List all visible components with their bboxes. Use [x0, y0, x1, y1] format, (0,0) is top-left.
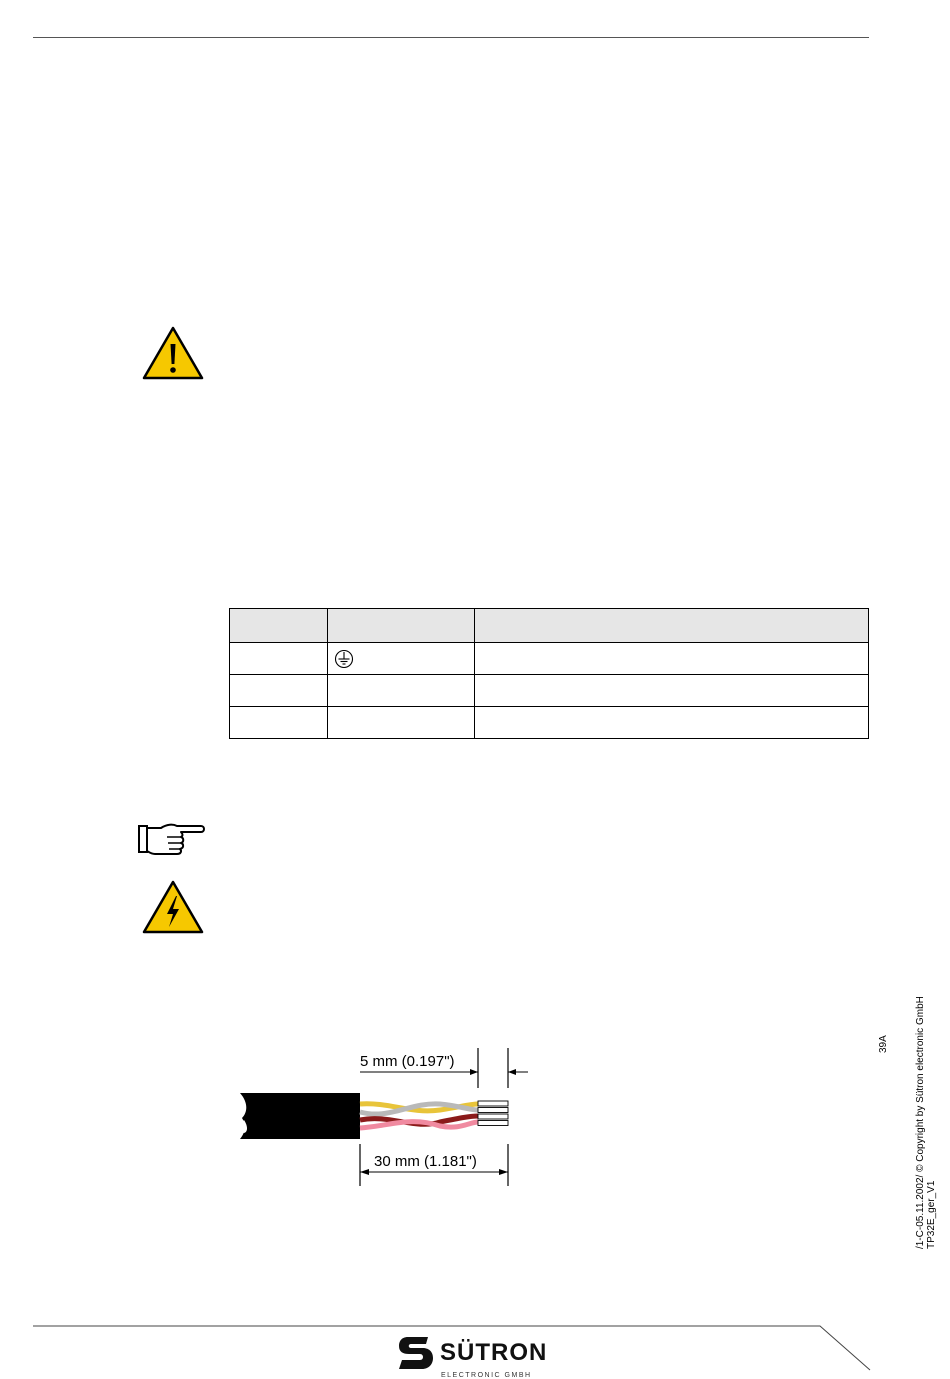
high-voltage-icon	[141, 879, 205, 935]
arrowhead	[499, 1169, 508, 1175]
table-cell	[328, 643, 475, 675]
table-header-row	[230, 609, 869, 643]
copyright-notice	[915, 996, 937, 1249]
terminal-table	[229, 608, 869, 739]
cable-jacket	[240, 1093, 360, 1139]
table-header-cell	[475, 609, 869, 643]
arrowhead	[470, 1069, 478, 1075]
arrowhead	[508, 1069, 516, 1075]
pointing-hand-icon	[137, 820, 207, 858]
document-id: TP32E_ger_V1	[926, 1180, 937, 1249]
header-rule	[33, 37, 869, 38]
table-cell	[475, 707, 869, 739]
protective-earth-icon	[334, 649, 354, 669]
conductor-end	[478, 1114, 508, 1119]
table-row	[230, 643, 869, 675]
brand-name: SÜTRON	[440, 1339, 548, 1366]
table-cell	[475, 643, 869, 675]
arrowhead	[360, 1169, 369, 1175]
table-row	[230, 707, 869, 739]
table-cell	[230, 675, 328, 707]
warning-icon	[141, 325, 205, 381]
table-cell	[328, 707, 475, 739]
table-header-cell	[230, 609, 328, 643]
table-cell	[475, 675, 869, 707]
strip-length-label: 5 mm (0.197")	[360, 1053, 455, 1070]
total-length-label: 30 mm (1.181")	[374, 1153, 477, 1170]
conductor-end	[478, 1121, 508, 1126]
page-number: 39A	[878, 1035, 889, 1053]
cable-stripping-diagram	[230, 1040, 540, 1190]
conductor-end	[478, 1101, 508, 1106]
table-cell	[230, 707, 328, 739]
sutron-s-logo-icon	[398, 1334, 434, 1372]
table-row	[230, 675, 869, 707]
brand-subtitle: ELECTRONIC GMBH	[441, 1372, 532, 1379]
table-cell	[230, 643, 328, 675]
conductor-end	[478, 1108, 508, 1113]
copyright-line: /1-C-05.11.2002/ © Copyright by Sütron electronic GmbH	[915, 996, 926, 1249]
table-header-cell	[328, 609, 475, 643]
table-cell	[328, 675, 475, 707]
sutron-logo	[398, 1333, 547, 1373]
